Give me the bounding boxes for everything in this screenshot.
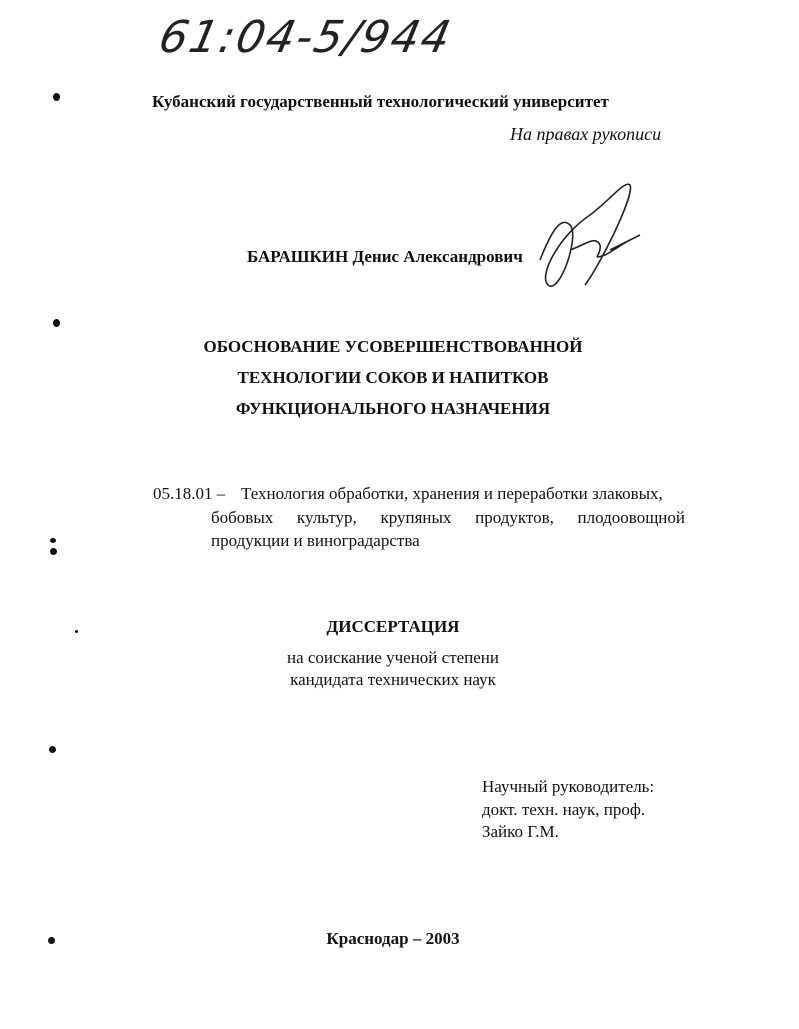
document-type: ДИССЕРТАЦИЯ: [326, 617, 460, 636]
specialty-line: бобовых культур, крупяных продуктов, плодоовощной: [211, 508, 685, 527]
scan-mark: [53, 319, 60, 327]
specialty-code: 05.18.01 –: [153, 484, 226, 503]
specialty-line: Технология обработки, хранения и переработки злаковых,: [241, 484, 663, 503]
degree-line: кандидата технических наук: [290, 670, 496, 689]
manuscript-rights: На правах рукописи: [510, 124, 662, 144]
specialty-line: продукции и виноградарства: [211, 531, 420, 550]
degree-line: на соискание ученой степени: [286, 648, 500, 667]
scan-mark: [50, 538, 56, 543]
scan-mark: [53, 93, 60, 101]
advisor-line: Научный руководитель:: [482, 777, 655, 796]
scan-mark: [49, 746, 56, 753]
author-name: БАРАШКИН Денис Александрович: [247, 247, 523, 266]
advisor-line: Зайко Г.М.: [482, 822, 559, 841]
scan-mark: [50, 548, 57, 555]
title-line: ОБОСНОВАНИЕ УСОВЕРШЕНСТВОВАННОЙ: [203, 337, 583, 356]
title-line: ТЕХНОЛОГИИ СОКОВ И НАПИТКОВ: [237, 368, 549, 387]
title-line: ФУНКЦИОНАЛЬНОГО НАЗНАЧЕНИЯ: [235, 399, 551, 418]
advisor-line: докт. техн. наук, проф.: [482, 800, 646, 819]
archive-code-handwritten: 61:04-5/944: [154, 12, 457, 63]
city-year: Краснодар – 2003: [326, 929, 460, 948]
university-name: Кубанский государственный технологический университет: [152, 92, 609, 111]
signature: [530, 175, 645, 305]
